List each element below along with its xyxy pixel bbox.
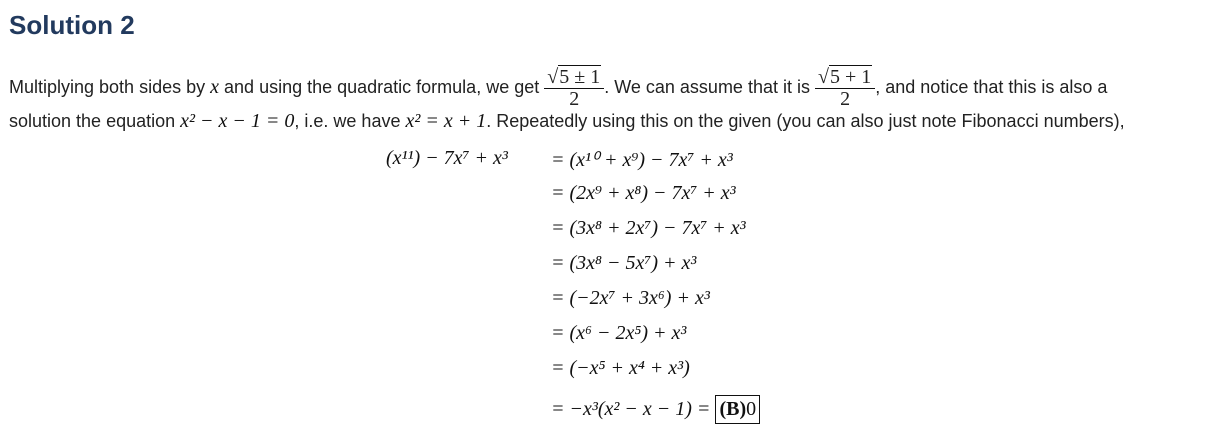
derivation-lhs: (x¹¹) − 7x⁷ + x³	[386, 147, 508, 169]
text-ie: , i.e. we have	[294, 111, 401, 131]
answer-value: 0	[746, 398, 757, 420]
derivation-step: = (−x⁵ + x⁴ + x³)	[551, 357, 690, 379]
derivation-step: = −x³(x² − x − 1) =	[551, 398, 711, 420]
derivation-step: = (x⁶ − 2x⁵) + x³	[551, 322, 687, 344]
equation-quadratic: x² − x − 1 = 0	[180, 110, 295, 132]
fraction-2-denominator: 2	[840, 87, 851, 110]
paragraph-line-2	[9, 110, 1125, 133]
sqrt-symbol: √	[818, 65, 829, 88]
derivation-final-line	[551, 395, 760, 424]
answer-box	[715, 395, 760, 424]
text-assume: . We can assume that it is	[604, 77, 810, 97]
answer-choice: (B)	[719, 398, 747, 420]
derivation-step: = (x¹⁰ + x⁹) − 7x⁷ + x³	[551, 149, 733, 171]
fraction-1-numerator: 5 ± 1	[559, 65, 601, 88]
derivation-step: = (−2x⁷ + 3x⁶) + x³	[551, 287, 710, 309]
fraction-1-denominator: 2	[569, 87, 580, 110]
text-repeatedly: . Repeatedly using this on the given (you can also just note Fibonacci numbers),	[486, 111, 1125, 131]
sqrt-symbol: √	[547, 65, 559, 88]
derivation-step: = (2x⁹ + x⁸) − 7x⁷ + x³	[551, 182, 736, 204]
fraction-2-numerator: 5 + 1	[829, 65, 872, 88]
equation-identity: x² = x + 1	[405, 110, 487, 132]
text-solution-equation: solution the equation	[9, 111, 176, 131]
text-quadratic: and using the quadratic formula, we get	[224, 77, 540, 97]
derivation-step: = (3x⁸ − 5x⁷) + x³	[551, 252, 697, 274]
var-x: x	[210, 76, 220, 98]
text-multiplying: Multiplying both sides by	[9, 77, 206, 97]
fraction-plus-minus	[544, 67, 604, 110]
solution-heading: Solution 2	[9, 10, 135, 40]
paragraph-line-1	[9, 58, 1107, 116]
text-notice: , and notice that this is also a	[875, 77, 1108, 97]
fraction-plus	[815, 67, 875, 110]
derivation-step: = (3x⁸ + 2x⁷) − 7x⁷ + x³	[551, 217, 746, 239]
